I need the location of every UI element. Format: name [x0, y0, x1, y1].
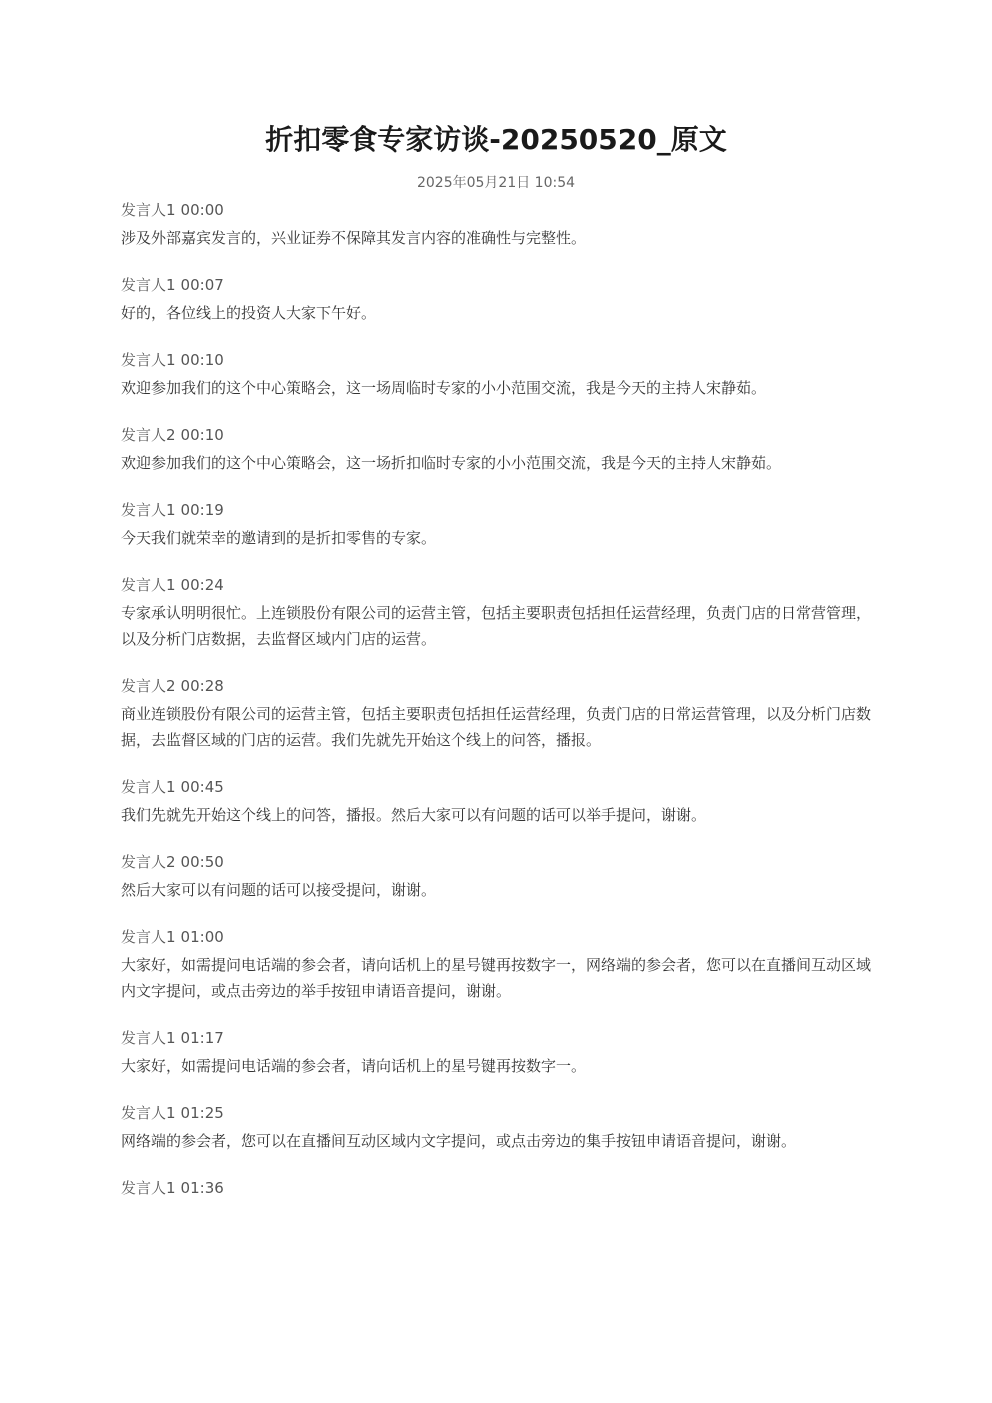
speaker-line	[121, 274, 876, 296]
speaker-line	[121, 926, 876, 948]
document-title: 折扣零食专家访谈-20250520_原文	[265, 123, 727, 156]
utterance-text: 涉及外部嘉宾发言的，兴业证券不保障其发言内容的准确性与完整性。	[121, 229, 587, 247]
utterance-text: 大家好，如需提问电话端的参会者，请向话机上的星号键再按数字一，网络端的参会者，您可以在直播间互动区域内文字提问，或点击旁边的举手按钮申请语音提问，谢谢。	[121, 956, 872, 1000]
speaker-line	[121, 1027, 876, 1049]
speaker-name: 发言人1	[121, 778, 176, 796]
speaker-name: 发言人2	[121, 426, 176, 444]
speaker-line	[121, 1102, 876, 1124]
utterance-text: 今天我们就荣幸的邀请到的是折扣零售的专家。	[121, 529, 437, 547]
transcript-entry	[121, 1102, 876, 1154]
timestamp: 00:10	[180, 351, 224, 369]
speaker-line	[121, 574, 876, 596]
timestamp: 00:07	[180, 276, 224, 294]
speaker-name: 发言人1	[121, 201, 176, 219]
timestamp: 00:19	[180, 501, 224, 519]
transcript-entry	[121, 274, 876, 326]
speaker-line	[121, 1177, 876, 1199]
transcript-entry	[121, 574, 876, 652]
speaker-name: 发言人1	[121, 576, 176, 594]
transcript-entry	[121, 1027, 876, 1079]
timestamp: 01:17	[180, 1029, 224, 1047]
speaker-name: 发言人2	[121, 853, 176, 871]
transcript-entry	[121, 851, 876, 903]
timestamp: 00:45	[180, 778, 224, 796]
timestamp: 00:50	[180, 853, 224, 871]
utterance-text: 我们先就先开始这个线上的问答，播报。然后大家可以有问题的话可以举手提问，谢谢。	[121, 806, 707, 824]
utterance-text: 网络端的参会者，您可以在直播间互动区域内文字提问，或点击旁边的集手按钮申请语音提问，谢谢。	[121, 1132, 797, 1150]
speaker-line	[121, 776, 876, 798]
timestamp: 00:28	[180, 677, 224, 695]
document-date: 2025年05月21日 10:54	[416, 175, 576, 191]
transcript-entry	[121, 499, 876, 551]
speaker-name: 发言人1	[121, 1179, 176, 1197]
transcript-entry	[121, 1177, 876, 1199]
timestamp: 00:00	[180, 201, 224, 219]
speaker-line	[121, 675, 876, 697]
timestamp: 00:24	[180, 576, 224, 594]
transcript-entry	[121, 349, 876, 401]
speaker-name: 发言人1	[121, 1104, 176, 1122]
utterance-text: 欢迎参加我们的这个中心策略会，这一场周临时专家的小小范围交流，我是今天的主持人宋静茹。	[121, 379, 767, 397]
utterance-text: 然后大家可以有问题的话可以接受提问，谢谢。	[121, 881, 437, 899]
speaker-name: 发言人1	[121, 1029, 176, 1047]
speaker-name: 发言人1	[121, 501, 176, 519]
timestamp: 01:25	[180, 1104, 224, 1122]
speaker-name: 发言人1	[121, 928, 176, 946]
timestamp: 00:10	[180, 426, 224, 444]
utterance-text: 专家承认明明很忙。上连锁股份有限公司的运营主管，包括主要职责包括担任运营经理，负责门店的日常营管理，以及分析门店数据，去监督区域内门店的运营。	[121, 604, 872, 648]
speaker-name: 发言人1	[121, 351, 176, 369]
transcript-entry	[121, 199, 876, 251]
speaker-name: 发言人1	[121, 276, 176, 294]
speaker-line	[121, 199, 876, 221]
transcript-entry	[121, 776, 876, 828]
speaker-line	[121, 424, 876, 446]
utterance-text: 商业连锁股份有限公司的运营主管，包括主要职责包括担任运营经理，负责门店的日常运营管理，以及分析门店数据，去监督区域的门店的运营。我们先就先开始这个线上的问答，播报。	[121, 705, 872, 749]
timestamp: 01:00	[180, 928, 224, 946]
transcript	[121, 199, 876, 1222]
utterance-text: 好的，各位线上的投资人大家下午好。	[121, 304, 377, 322]
speaker-line	[121, 349, 876, 371]
utterance-text: 大家好，如需提问电话端的参会者，请向话机上的星号键再按数字一。	[121, 1057, 587, 1075]
speaker-line	[121, 499, 876, 521]
utterance-text: 欢迎参加我们的这个中心策略会，这一场折扣临时专家的小小范围交流，我是今天的主持人宋静茹。	[121, 454, 782, 472]
speaker-line	[121, 851, 876, 873]
transcript-entry	[121, 926, 876, 1004]
speaker-name: 发言人2	[121, 677, 176, 695]
transcript-entry	[121, 424, 876, 476]
timestamp: 01:36	[180, 1179, 224, 1197]
transcript-entry	[121, 675, 876, 753]
